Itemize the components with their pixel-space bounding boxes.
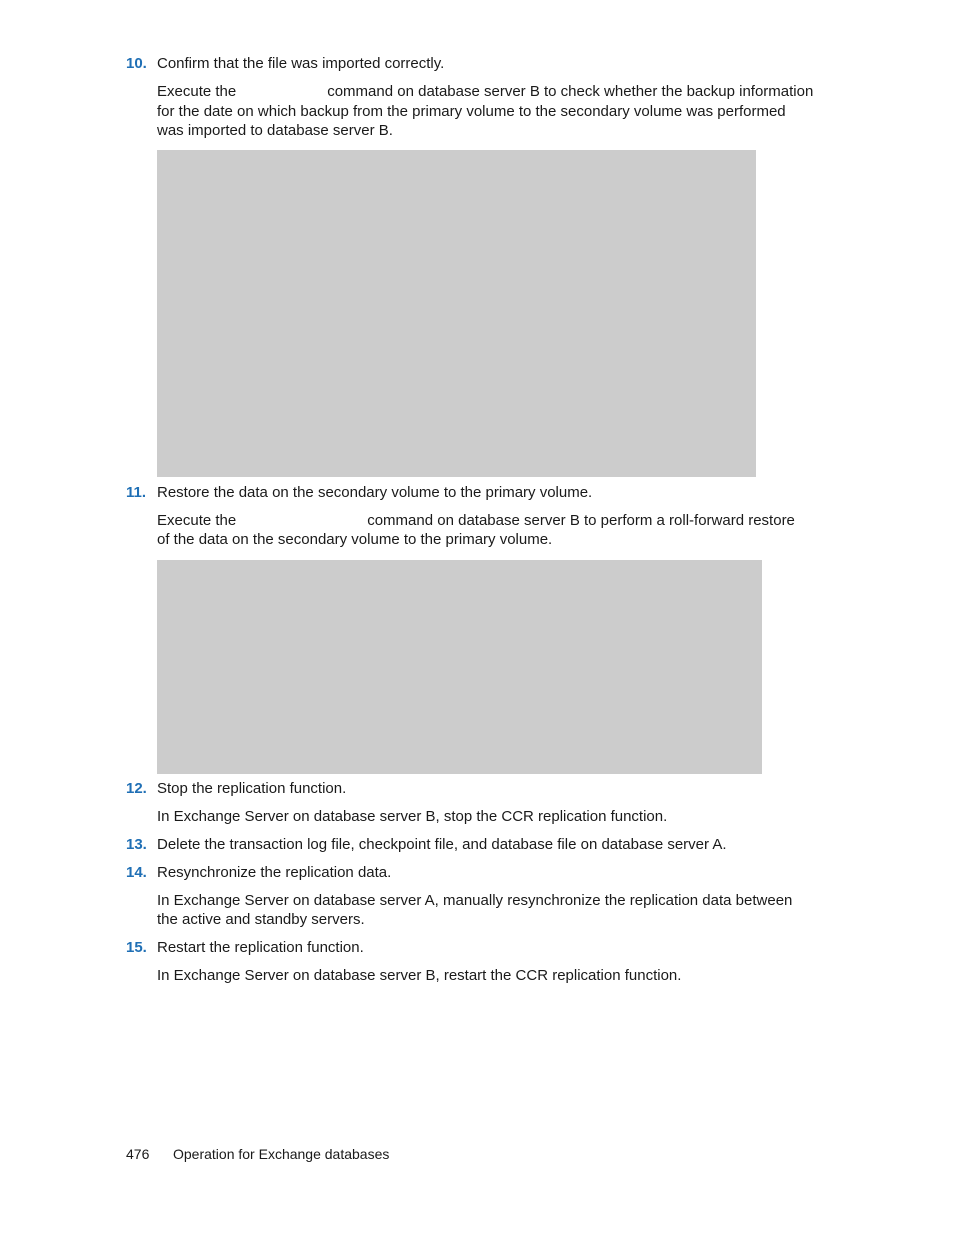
step-10-body-line-1-start: Execute the xyxy=(157,83,237,100)
step-14-body-line-2: the active and standby servers. xyxy=(157,911,365,928)
step-12-number: 12. xyxy=(126,780,147,797)
step-10-body-line-1-end: command on database server B to check whether the backup information xyxy=(327,83,814,100)
step-10-body-line-2: for the date on which backup from the primary volume to the secondary volume was performed xyxy=(157,103,786,120)
step-14-number: 14. xyxy=(126,864,147,881)
page-number: 476 xyxy=(126,1146,150,1162)
step-11-body-line-2: of the data on the secondary volume to the primary volume. xyxy=(157,531,553,548)
step-11-body-line-1-end: command on database server B to perform a roll-forward restore xyxy=(367,512,795,529)
step-11-body-line-1-start: Execute the xyxy=(157,512,237,529)
step-11-command-output-box xyxy=(157,560,762,774)
footer-section-title: Operation for Exchange databases xyxy=(173,1146,390,1162)
step-11-number: 11. xyxy=(126,484,147,501)
step-12-body-line-1: In Exchange Server on database server B, stop the CCR replication function. xyxy=(157,808,668,825)
step-12-title: Stop the replication function. xyxy=(157,780,347,797)
step-11-body-line-1 xyxy=(157,511,795,530)
step-10-body-line-1 xyxy=(157,82,813,101)
step-15-title: Restart the replication function. xyxy=(157,939,364,956)
step-10-command-output-box xyxy=(157,150,756,477)
step-13-title: Delete the transaction log file, checkpoint file, and database file on database server A. xyxy=(157,836,727,853)
step-14-title: Resynchronize the replication data. xyxy=(157,864,392,881)
step-13-number: 13. xyxy=(126,836,147,853)
step-10-body-line-3: was imported to database server B. xyxy=(157,122,393,139)
step-15-number: 15. xyxy=(126,939,147,956)
step-14-body-line-1: In Exchange Server on database server A, manually resynchronize the replication data between xyxy=(157,892,793,909)
step-10-title: Confirm that the file was imported correctly. xyxy=(157,55,445,72)
step-10-number: 10. xyxy=(126,55,147,72)
step-15-body-line-1: In Exchange Server on database server B, restart the CCR replication function. xyxy=(157,967,682,984)
step-11-title: Restore the data on the secondary volume to the primary volume. xyxy=(157,484,593,501)
